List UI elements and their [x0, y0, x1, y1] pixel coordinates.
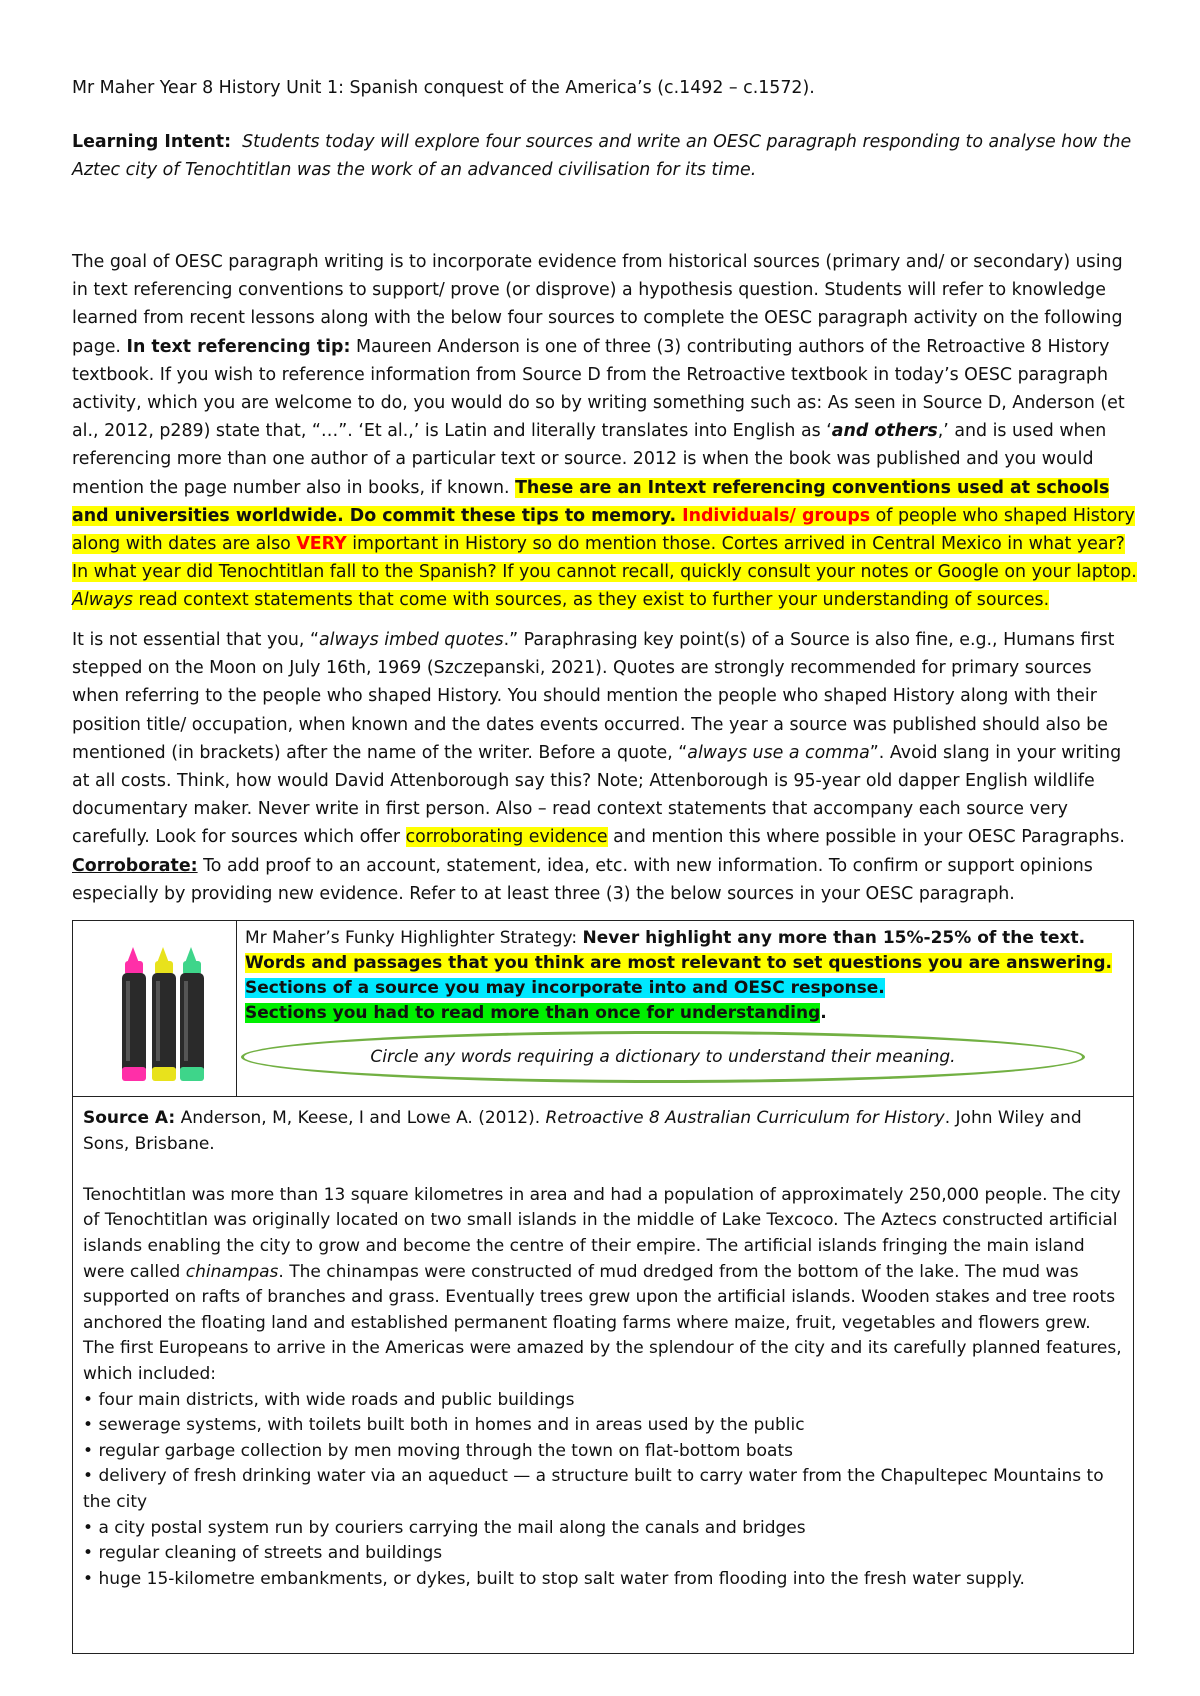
highlighter-strategy [245, 926, 1125, 1026]
highlighters-image-cell [73, 921, 237, 1096]
source-a-body [83, 1183, 1125, 1388]
text-run: It is not essential that you, “ [72, 630, 319, 650]
text-run: Never highlight any more than 15%-25% of the text. [582, 928, 1086, 948]
oesc-instructions-paragraph [72, 248, 1142, 615]
source-table [72, 920, 1134, 1654]
list-item: • sewerage systems, with toilets built both in homes and in areas used by the public [83, 1413, 1125, 1439]
text-run: To add proof to an account, statement, idea, etc. with new information. To confirm or support opinions especially by providing new evidence. Refer to at least three (3) the below sources in your OESC paragraph. [72, 855, 1093, 904]
corroborate-label: Corroborate: [72, 855, 198, 876]
text-run: ,’ and is used when referencing more than one author of a particular text or source. 2012 is when the book was published and you would mention the page number also in books, if known. [72, 421, 1107, 498]
text-run: chinampas [185, 1261, 279, 1282]
text-run: ”. Avoid slang in your writing at all costs. Think, how would David Attenborough say this? Note; Attenborough is 95-year old dapper English wildlife documentary maker. Never write in first person. Also – read context statements that accompany each source very carefully. Look for sources which offer [72, 742, 1122, 848]
list-item: • four main districts, with wide roads and public buildings [83, 1388, 1125, 1414]
text-run: Retroactive 8 Australian Curriculum for History [545, 1108, 945, 1128]
blue-highlight-rule: Sections of a source you may incorporate into and OESC response. [245, 978, 885, 998]
learning-intent [72, 128, 1142, 184]
quotes-guidance-paragraph [72, 626, 1142, 908]
text-run: Maureen Anderson is one of three (3) contributing authors of the Retroactive 8 History textbook. If you wish to reference information from Source D from the Retroactive textbook in today’s OESC paragraph activity, which you are welcome to do, you would do so by writing something such as: As seen in Source D, Anderson (et al., 2012, p289) state that, “…”. ‘Et al.,’ is Latin and literally translates into English as ‘ [72, 336, 1125, 442]
highlighted-text: important in History so do mention those. Cortes arrived in Central Mexico in what year? In what year did Tenochtitlan fall to the Spanish? If you cannot recall, quickly consult your notes or Google on your laptop. [72, 534, 1137, 583]
pink-highlighter-icon [122, 947, 146, 1081]
source-a-citation [83, 1106, 1125, 1157]
source-a [83, 1106, 1125, 1592]
highlighted-text: read context statements that come with sources, as they exist to further your understanding of sources. [132, 590, 1050, 611]
text-run: . [820, 1003, 827, 1023]
text-run: . The chinampas were constructed of mud dredged from the bottom of the lake. The mud was supported on rafts of branches and grass. Eventually trees grew upon the artificial islands. Wooden stakes and tree roots anchored the floating land and established permanent floating farms where maize, fruit, vegetables and flowers grew. The first Europeans to arrive in the Americas were amazed by the splendour of the city and its carefully planned features, which included: [83, 1261, 1122, 1384]
learning-intent-label: Learning Intent: [72, 132, 232, 152]
circle-words-note: Circle any words requiring a dictionary to understand their meaning. [241, 1031, 1085, 1083]
source-a-features-list [83, 1388, 1125, 1593]
list-item: • regular cleaning of streets and buildings [83, 1541, 1125, 1567]
text-run: always imbed quotes [318, 630, 504, 650]
strategy-heading [245, 926, 1125, 951]
highlighted-text: corroborating evidence [405, 827, 608, 848]
list-item: • a city postal system run by couriers carrying the mail along the canals and bridges [83, 1516, 1125, 1542]
list-item: • delivery of fresh drinking water via an aqueduct — a structure built to carry water from the Chapultepec Mountains to the city [83, 1464, 1125, 1515]
list-item: • huge 15-kilometre embankments, or dykes, built to stop salt water from flooding into the fresh water supply. [83, 1567, 1125, 1593]
text-run: Anderson, M, Keese, I and Lowe A. (2012). [175, 1108, 546, 1128]
highlighted-text: Always [72, 590, 133, 611]
green-highlighter-icon [180, 947, 204, 1081]
tip-label: In text referencing tip: [126, 336, 351, 357]
highlighted-text: VERY [296, 534, 347, 555]
source-a-label: Source A: [83, 1108, 176, 1128]
text-run: . John Wiley and Sons, Brisbane. [83, 1108, 1082, 1154]
text-run: Tenochtitlan was more than 13 square kilometres in area and had a population of approximately 250,000 people. The city of Tenochtitlan was originally located on two small islands in the middle of Lake Texcoco. The Aztecs constructed artificial islands enabling the city to grow and become the centre of their empire. The artificial islands fringing the main island were called [83, 1184, 1121, 1282]
text-run: .” Paraphrasing key point(s) of a Source is also fine, e.g., Humans first stepped on the Moon on July 16th, 1969 (Szczepanski, 2021). Quotes are strongly recommended for primary sources when referring to the people who shaped History. You should mention the people who shaped History along with their position title/ occupation, when known and the dates events occurred. The year a source was published should also be mentioned (in brackets) after the name of the writer. Before a quote, “ [72, 630, 1115, 763]
text-run: and mention this where possible in your OESC Paragraphs. [607, 827, 1125, 848]
text-run: always use a comma [687, 742, 870, 763]
text-run: The goal of OESC paragraph writing is to incorporate evidence from historical sources (primary and/ or secondary) using in text referencing conventions to support/ prove (or disprove) a hypothesis question. Students will refer to knowledge learned from recent lessons along with the below four sources to complete the OESC paragraph activity on the following page. [72, 252, 1123, 357]
spacer [83, 1157, 1125, 1183]
highlighters-icon [73, 921, 236, 1096]
highlighted-text: of people who shaped History along with dates are also [72, 505, 1135, 555]
highlighted-text: These are an Intext referencing conventions used at schools and universities worldwide. Do commit these tips to memory. [72, 477, 1110, 526]
green-highlight-rule: Sections you had to read more than once for understanding [245, 1003, 821, 1023]
highlighter-strategy-row [73, 921, 1133, 1097]
text-run: Mr Maher’s Funky Highlighter Strategy: [245, 928, 583, 948]
text-run: and others [831, 421, 938, 442]
list-item: • regular garbage collection by men moving through the town on flat-bottom boats [83, 1439, 1125, 1465]
yellow-highlight-rule: Words and passages that you think are most relevant to set questions you are answering. [245, 953, 1112, 973]
page-title: Mr Maher Year 8 History Unit 1: Spanish conquest of the America’s (c.1492 – c.1572). [72, 78, 815, 98]
learning-intent-text: Students today will explore four sources and write an OESC paragraph responding to analyse how the Aztec city of Tenochtitlan was the work of an advanced civilisation for its time. [72, 132, 1132, 180]
yellow-highlighter-icon [152, 947, 176, 1081]
highlighted-text: Individuals/ groups [682, 505, 871, 526]
